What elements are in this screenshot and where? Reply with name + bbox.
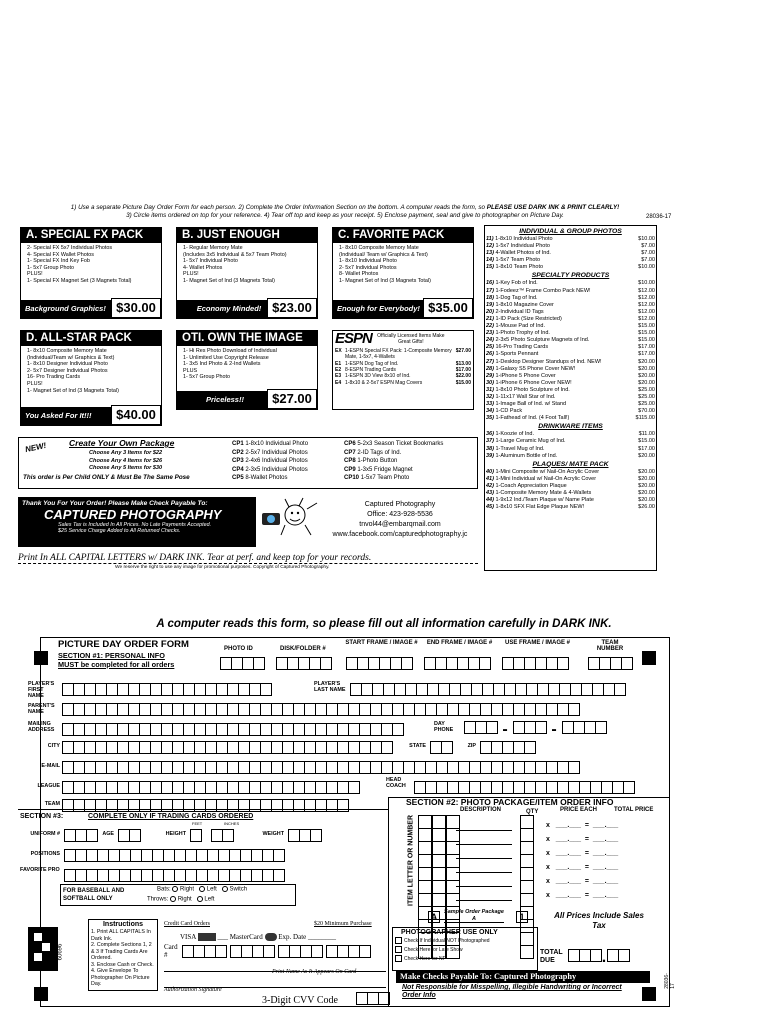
price-row[interactable]: 42) 1-Coach Appreciation Plaque $20.00	[486, 482, 655, 489]
company-name: CAPTURED PHOTOGRAPHY	[44, 507, 222, 522]
last-name-label: PLAYER'S LAST NAME	[314, 681, 346, 693]
create-item: CP3 2-4x6 Individual Photos	[232, 458, 308, 464]
disk-folder-boxes[interactable]	[276, 657, 331, 670]
description-line[interactable]	[456, 889, 512, 901]
package-tagline: Economy Minded!	[177, 300, 277, 318]
package-price: $23.00	[267, 298, 317, 318]
positions-label: POSITIONS	[30, 851, 60, 857]
last-name-field[interactable]	[350, 683, 625, 696]
package-title: B. JUST ENOUGH	[177, 228, 317, 243]
end-frame-boxes[interactable]	[424, 657, 490, 670]
espn-item: E3 1-ESPN 3D View 8x10 of Ind. $22.00	[335, 373, 471, 380]
email-field[interactable]	[62, 761, 579, 774]
use-frame-label: USE FRAME / IMAGE #	[504, 640, 570, 646]
section-2-title: SECTION #2: PHOTO PACKAGE/ITEM ORDER INFO	[406, 797, 614, 807]
price-row[interactable]: 44) 1-9x12 Ind./Team Plaque w/ Name Plate $20.00	[486, 497, 655, 504]
print-note: Print In ALL CAPITAL LETTERS w/ DARK INK. Tear at perf. and keep top for your records.	[18, 553, 478, 564]
not-responsible: Not Responsible for Misspelling, Illegible Handwriting or Incorrect Order Info	[402, 984, 622, 999]
package-tagline: Enough for Everybody!	[333, 300, 423, 318]
qty-header: QTY	[526, 809, 539, 815]
package-b[interactable]	[176, 227, 318, 319]
barcode-icon	[28, 927, 58, 971]
photo-id-boxes[interactable]	[220, 657, 264, 670]
price-list-border	[484, 225, 657, 571]
favorite-pro-label: FAVORITE PRO	[20, 867, 60, 873]
email-label: E-MAIL	[41, 763, 60, 769]
description-header: DESCRIPTION	[460, 807, 502, 813]
zip-field[interactable]	[480, 741, 535, 754]
card-number-field[interactable]	[182, 945, 370, 958]
price-row[interactable]: 36) 1-Koozie of Ind. $11.00	[486, 431, 655, 438]
registration-mark	[34, 987, 48, 1001]
inches-label: INCHES	[224, 821, 240, 826]
instruction-line-1: 1) Use a separate Picture Day Order Form for each person. 2) Complete the Order Information Section on the bottom. A computer reads the form, so	[70, 204, 486, 211]
bats-row: Bats: Right Left Switch	[157, 886, 248, 893]
create-item: CP10 1-5x7 Team Photo	[344, 475, 410, 481]
bats-left-radio[interactable]	[199, 886, 205, 892]
description-line[interactable]	[456, 833, 512, 845]
price-calc-lines[interactable]: x ___.___ = ___.___ x ___.___ = ___.___ x ___.___ = ___.___ x ___.___ = ___.___ x ___.___ = ___.___ x ___.___ = ___.___	[546, 822, 619, 899]
create-your-own-package[interactable]	[18, 437, 478, 489]
price-row[interactable]: 27) 1-Desktop Designer Standups of Ind. NEW! $20.00	[486, 358, 655, 365]
total-due-label: TOTAL DUE	[540, 949, 563, 964]
city-field[interactable]	[62, 741, 392, 754]
package-tagline: Background Graphics!	[21, 300, 131, 318]
price-row[interactable]: 11) 1-8x10 Individual Photo $10.00	[486, 236, 655, 242]
create-item: CP2 2-5x7 Individual Photos	[232, 449, 308, 456]
age-field[interactable]	[118, 829, 140, 842]
package-items: 1- 8x10 Composite Memory Mate (Individual/Team w/ Graphics & Text) 1- 8x10 Designer Individual Photo 2- 5x7 Designer Individual Photos 16- Pro Trading Cards PLUS! 1- Magnet Set of Ind (3 Magnets Total)	[27, 348, 119, 394]
item-letter-vertical: ITEM LETTER OR NUMBER	[407, 815, 415, 906]
espn-item: E2 8-ESPN Trading Cards $17.00	[335, 367, 471, 374]
price-row[interactable]: 33) 1-Image Ball of Ind. w/ Stand $25.00	[486, 401, 655, 408]
package-title: OTI. OWN THE IMAGE	[177, 331, 317, 346]
package-price: $30.00	[111, 298, 161, 318]
price-row[interactable]: 12) 1-5x7 Individual Photo $7.00	[486, 243, 655, 250]
throws-left-radio[interactable]	[197, 896, 203, 902]
create-items-col1	[232, 440, 308, 483]
price-section: DRINKWARE ITEMS 36) 1-Koozie of Ind. $11.00 37) 1-Large Ceramic Mug of Ind. $15.00 38) 1-Travel Mug of Ind. $17.00 39) 1-Aluminum Bottle of Ind. $20.00	[486, 423, 655, 459]
price-row[interactable]: 23) 1-Photo Trophy of Ind. $15.00	[486, 330, 655, 337]
create-item: CP5 8-Wallet Photos	[232, 475, 288, 481]
price-section: INDIVIDUAL & GROUP PHOTOS 11) 1-8x10 Individual Photo $10.00 12) 1-5x7 Individual Photo $7.00 13) 4-Wallet Photos of Ind. $7.00 14) 1-5x7 Team Photo $7.00 15) 1-8x10 Team Photo $10.00	[486, 228, 655, 271]
create-item: CP1 1-8x10 Individual Photo	[232, 441, 309, 447]
state-label: STATE	[409, 743, 426, 749]
price-row[interactable]: 20) 2-Individual ID Tags $12.00	[486, 308, 655, 315]
photographer-title: PHOTOGRAPHER USE ONLY	[401, 929, 498, 936]
company-banner	[18, 497, 256, 547]
price-row[interactable]: 17) 1-Fodeez™ Frame Combo Pack NEW! $12.00	[486, 287, 655, 294]
section-1-title: SECTION #1: PERSONAL INFO	[58, 651, 165, 660]
create-item: CP9 1-3x5 Fridge Magnet	[344, 466, 413, 473]
baseball-box	[60, 884, 296, 906]
price-row[interactable]: 32) 1-11x17 Wall Star of Ind. $25.00	[486, 393, 655, 400]
create-title: Create Your Own Package	[69, 438, 175, 448]
uniform-field[interactable]	[64, 829, 97, 842]
package-oti[interactable]	[176, 330, 318, 410]
cvv-label: 3-Digit CVV Code	[262, 995, 338, 1006]
photo-id-label: PHOTO ID	[224, 646, 253, 652]
barcode-number: 60696	[57, 943, 64, 961]
mastercard-checkbox[interactable]	[265, 933, 277, 941]
thank-you-text: Thank You For Your Order! Please Make Check Payable To:	[22, 500, 208, 507]
price-row[interactable]: 25) 16-Pro Trading Cards $17.00	[486, 344, 655, 351]
sample-order: Sample Order Package A	[444, 909, 504, 922]
bats-switch-radio[interactable]	[222, 886, 228, 892]
espn-item: E1 1-ESPN Dog Tag of Ind. $13.00	[335, 360, 471, 367]
price-row[interactable]: 28) 1-Galaxy S5 Phone Cover NEW! $20.00	[486, 365, 655, 372]
weight-field[interactable]	[288, 829, 321, 842]
mailing-address-label: MAILING ADDRESS	[28, 721, 55, 733]
instruction-emphasis: PLEASE USE DARK INK & PRINT CLEARLY!	[486, 204, 620, 211]
create-item: CP8 1-Photo Button	[344, 458, 398, 464]
total-price-header: TOTAL PRICE	[614, 807, 654, 813]
package-d[interactable]	[20, 330, 162, 426]
zip-label: ZIP	[467, 743, 476, 749]
price-section: PLAQUES/ MATE PACK 40) 1-Mini Composite w/ Nail-On Acrylic Cover $20.00 41) 1-Mini Individual w/ Nail-On Acrylic Cover $20.00 42) 1-Coach Appreciation Plaque $20.00 43) 1-Composite Memory Mate & 4-Wallets $20.00 44) 1-9x12 Ind./Team Plaque w/ Name Plate $20.00 45) 1-8x10 SFX Flat Edge Plaque NEW! $26.00	[486, 460, 655, 511]
package-items: 2- Special FX 5x7 Individual Photos 4- Special FX Wallet Photos 1- Special FX Ind Key Fob 1- 5x7 Group Photo PLUS! 1- Special FX Magnet Set (3 Magnets Total)	[27, 245, 132, 284]
price-row[interactable]: 26) 1-Sports Pennant $17.00	[486, 351, 655, 358]
photographer-item[interactable]: Check If Individual NOT Photographed	[393, 937, 537, 946]
package-price: $35.00	[423, 298, 473, 318]
form-code: 28036-17	[646, 214, 672, 220]
package-title: A. SPECIAL FX PACK	[21, 228, 161, 243]
espn-logo: ESPN	[335, 330, 372, 348]
height-label: HEIGHT	[165, 831, 186, 837]
side-code: 28036-17	[663, 973, 676, 989]
minimum-purchase: $20 Minimum Purchase	[314, 921, 372, 927]
package-title: D. ALL-STAR PACK	[21, 331, 161, 346]
espn-item: E4 1-8x10 & 2-5x7 ESPN Mag Covers $15.00	[335, 379, 471, 386]
signature-label: Authorization Signature	[164, 987, 222, 993]
league-field[interactable]	[62, 781, 359, 794]
uniform-label: UNIFORM #	[30, 831, 60, 837]
team-number-label: TEAM NUMBER	[596, 640, 624, 652]
price-row[interactable]: 40) 1-Mini Composite w/ Nail-On Acrylic Cover $20.00	[486, 468, 655, 475]
espn-subtitle: Officially Licensed Items Make Great Gifts!	[377, 333, 445, 346]
package-price: $40.00	[111, 405, 161, 425]
description-line[interactable]	[456, 847, 512, 859]
package-c[interactable]	[332, 227, 474, 319]
price-row[interactable]: 16) 1-Key Fob of Ind. $10.00	[486, 280, 655, 287]
create-item: CP6 5-2x3 Season Ticket Bookmarks	[344, 441, 444, 447]
price-row[interactable]: 21) 1-ID Pack (Size Restricted) $12.00	[486, 315, 655, 322]
contact-info: Captured Photography Office: 423-928-5536 tnvol44@embarqmail.com www.facebook.com/capturedphotography.jc	[332, 501, 468, 538]
package-a[interactable]	[20, 227, 162, 319]
description-line[interactable]	[456, 819, 512, 831]
price-row[interactable]: 19) 1-8x10 Magazine Cover $12.00	[486, 301, 655, 308]
form-title: PICTURE DAY ORDER FORM	[58, 639, 189, 650]
price-row[interactable]: 14) 1-5x7 Team Photo $7.00	[486, 257, 655, 264]
tax-note: Sales Tax is Included In All Prices. No Late Payments Accepted.	[58, 522, 212, 528]
price-row[interactable]: 37) 1-Large Ceramic Mug of Ind. $15.00	[486, 438, 655, 445]
day-phone-label: DAY PHONE	[434, 721, 454, 733]
price-each-header: PRICE EACH	[560, 807, 598, 813]
description-line[interactable]	[456, 875, 512, 887]
instructions-title: Instructions	[102, 921, 144, 928]
registration-mark	[642, 651, 656, 665]
price-section: SPECIALTY PRODUCTS 16) 1-Key Fob of Ind. $10.00 17) 1-Fodeez™ Frame Combo Pack NEW! $12.00 18) 1-Dog Tag of Ind. $12.00 19) 1-8x10 Magazine Cover $12.00 20) 2-Individual ID Tags $12.00 21) 1-ID Pack (Size Restricted) $12.00 22) 1-Mouse Pad of Ind. $15.00 23) 1-Photo Trophy of Ind. $15.00 24) 2-3x5 Photo Sculpture Magnets of Ind. $15.00 25) 16-Pro Trading Cards $17.00 26) 1-Sports Pennant $17.00 27) 1-Desktop Designer Standups of Ind. NEW! $20.00 28) 1-Galaxy S5 Phone Cover NEW! $20.00 29) 1-iPhone 5 Phone Cover $20.00 30) 1-iPhone 6 Phone Cover NEW! $20.00 31) 1-8x10 Photo Sculpture of Ind. $25.00 32) 1-11x17 Wall Star of Ind. $25.00 33) 1-Image Ball of Ind. w/ Stand $25.00 34) 1-CD Pack $70.00 35) 1-Fathead of Ind. (4 Foot Tall!) $115.00	[486, 272, 655, 422]
team-field[interactable]	[62, 799, 348, 812]
use-frame-boxes[interactable]	[502, 657, 568, 670]
state-field[interactable]	[430, 741, 452, 754]
package-tagline: You Asked For It!!!	[21, 407, 121, 425]
price-row[interactable]: 43) 1-Composite Memory Mate & 4-Wallets $20.00	[486, 490, 655, 496]
package-items: 1- 8x10 Composite Memory Mate (Individual/ Team w/ Graphics & Text) 1- 8x10 Individual Photo 2- 5x7 Individual Photos 8- Wallet Photos 1- Magnet Set of Ind (3 Magnets Total)	[339, 245, 431, 284]
team-label: TEAM	[44, 801, 60, 807]
baseball-label: FOR BASEBALL AND SOFTBALL ONLY	[63, 888, 125, 902]
feet-label: FEET	[192, 821, 203, 826]
team-number-boxes[interactable]	[588, 657, 632, 670]
create-item: CP4 2-3x5 Individual Photos	[232, 466, 308, 473]
instructions	[30, 204, 660, 220]
visa-checkbox[interactable]	[198, 933, 216, 941]
form-banner: A computer reads this form, so please fill out all information carefully in DARK INK.	[156, 618, 612, 630]
price-row[interactable]: 24) 2-3x5 Photo Sculpture Magnets of Ind. $15.00	[486, 337, 655, 344]
head-coach-field[interactable]	[414, 781, 634, 794]
price-row[interactable]: 13) 4-Wallet Photos of Ind. $7.00	[486, 250, 655, 257]
price-row[interactable]: 45) 1-8x10 SFX Flat Edge Plaque NEW! $26.00	[486, 504, 655, 511]
fee-note: $25 Service Charge Added to All Returned Checks.	[58, 528, 181, 534]
city-label: CITY	[47, 743, 60, 749]
package-items: 1- Regular Memory Mate (Includes 3x5 Individual & 5x7 Team Photo) 1- 5x7 Individual Photo 4- Wallet Photos PLUS! 1- Magnet Set of Ind (3 Magnets Total)	[183, 245, 287, 284]
league-label: LEAGUE	[37, 783, 60, 789]
price-row[interactable]: 35) 1-Fathead of Ind. (4 Foot Tall!) $115.00	[486, 415, 655, 422]
instruction-line-2: 3) Circle items ordered on top for your reference. 4) Tear off top and keep as your receipt. 5) Enclose payment, seal and give to photographer on Picture Day.	[126, 212, 564, 219]
camera-mascot-icon	[259, 495, 325, 539]
card-type-row: VISA ___ MasterCard Exp. Date ________	[180, 933, 336, 941]
price-row[interactable]: 38) 1-Travel Mug of Ind. $17.00	[486, 445, 655, 452]
age-label: AGE	[102, 831, 114, 837]
description-line[interactable]	[456, 861, 512, 873]
price-row[interactable]: 22) 1-Mouse Pad of Ind. $15.00	[486, 323, 655, 330]
sample-letter: A	[428, 911, 440, 923]
section-1-subtitle: MUST be completed for all orders	[58, 660, 175, 669]
create-note: This order is Per Child ONLY & Must Be The Same Pose	[23, 474, 190, 481]
price-row[interactable]: 34) 1-CD Pack $70.00	[486, 408, 655, 415]
package-title: C. FAVORITE PACK	[333, 228, 473, 243]
price-row[interactable]: 15) 1-8x10 Team Photo $10.00	[486, 264, 655, 271]
new-badge: NEW!	[24, 440, 47, 455]
espn-item: EX 1-ESPN Special FX Pack: 1-Composite Memory Mate, 1-5x7, 4-Wallets $27.00	[335, 347, 471, 361]
parent-name-label: PARENT'S NAME	[28, 703, 55, 715]
favorite-pro-field[interactable]	[64, 869, 284, 882]
height-field[interactable]	[190, 829, 233, 842]
positions-field[interactable]	[64, 849, 284, 862]
parent-name-field[interactable]	[62, 703, 579, 716]
throws-right-radio[interactable]	[170, 896, 176, 902]
weight-label: WEIGHT	[262, 831, 284, 837]
price-row[interactable]: 29) 1-iPhone 5 Phone Cover $20.00	[486, 372, 655, 379]
registration-mark	[34, 651, 48, 665]
photographer-item[interactable]: Check Here for Late Show	[393, 946, 537, 955]
disk-folder-label: DISK/FOLDER #	[280, 646, 326, 652]
section-3-subtitle: COMPLETE ONLY IF TRADING CARDS ORDERED	[88, 813, 254, 820]
credit-card-label: Credit Card Orders	[164, 921, 210, 927]
throws-row: Throws: Right Left	[147, 896, 215, 903]
photographer-box	[392, 927, 538, 971]
bats-right-radio[interactable]	[172, 886, 178, 892]
price-row[interactable]: 18) 1-Dog Tag of Ind. $12.00	[486, 294, 655, 301]
package-price: $27.00	[267, 389, 317, 409]
photographer-item[interactable]: Check Here for NP	[393, 955, 537, 964]
sample-qty: 1	[516, 911, 528, 923]
end-frame-label: END FRAME / IMAGE #	[426, 640, 493, 646]
head-coach-label: HEAD COACH	[386, 777, 406, 789]
start-frame-boxes[interactable]	[346, 657, 412, 670]
start-frame-label: START FRAME / IMAGE #	[345, 640, 418, 646]
create-rules: Choose Any 3 Items for $22 Choose Any 4 Items for $26 Choose Any 5 Items for $30	[89, 450, 163, 471]
section-3-title: SECTION #3:	[20, 813, 64, 820]
total-due-field[interactable]: .	[568, 949, 629, 967]
first-name-field[interactable]	[62, 683, 271, 696]
all-prices-note: All Prices Include Sales Tax	[554, 911, 644, 930]
price-row[interactable]: 31) 1-8x10 Photo Sculpture of Ind. $25.00	[486, 386, 655, 393]
payable-banner: Make Checks Payable To: Captured Photography	[396, 971, 650, 983]
price-row[interactable]: 41) 1-Mini Individual w/ Nail-On Acrylic Cover $20.00	[486, 475, 655, 482]
package-tagline: Priceless!!	[177, 391, 269, 409]
section-divider	[18, 809, 388, 810]
create-items-col2	[344, 440, 443, 483]
card-number-label: Card #	[164, 943, 178, 959]
price-row[interactable]: 30) 1-iPhone 6 Phone Cover NEW! $20.00	[486, 379, 655, 386]
order-form	[20, 637, 676, 1007]
cvv-field[interactable]	[356, 992, 389, 1005]
mailing-address-field[interactable]	[62, 723, 403, 736]
first-name-label: PLAYER'S FIRST NAME	[28, 681, 55, 699]
price-row[interactable]: 39) 1-Aluminum Bottle of Ind. $20.00	[486, 452, 655, 459]
espn-box[interactable]	[332, 330, 474, 410]
create-item: CP7 2-ID Tags of Ind.	[344, 449, 402, 456]
package-items: 1- Hi Res Photo Download of Individual 1- Unlimited Use Copyright Release 1- 3x5 Ind Photo & 2-Ind Wallets PLUS 1- 5x7 Group Photo	[183, 348, 277, 381]
print-name-label: Print Name As It Appears On Card	[272, 969, 357, 975]
rights-note: We reserve the right to use any image for promotional purposes. Copyright of Captured Photography.	[115, 565, 330, 570]
espn-items	[335, 348, 471, 386]
day-phone-field[interactable]: - -	[464, 721, 606, 739]
instructions-box: Instructions 1. Print ALL CAPITALS In Dark Ink. 2. Complete Sections 1, 2 & 3 If Trading Cards Are Ordered. 3. Enclose Cash or Check. 4. Give Envelope To Photographer On Picture Day.	[88, 919, 158, 991]
